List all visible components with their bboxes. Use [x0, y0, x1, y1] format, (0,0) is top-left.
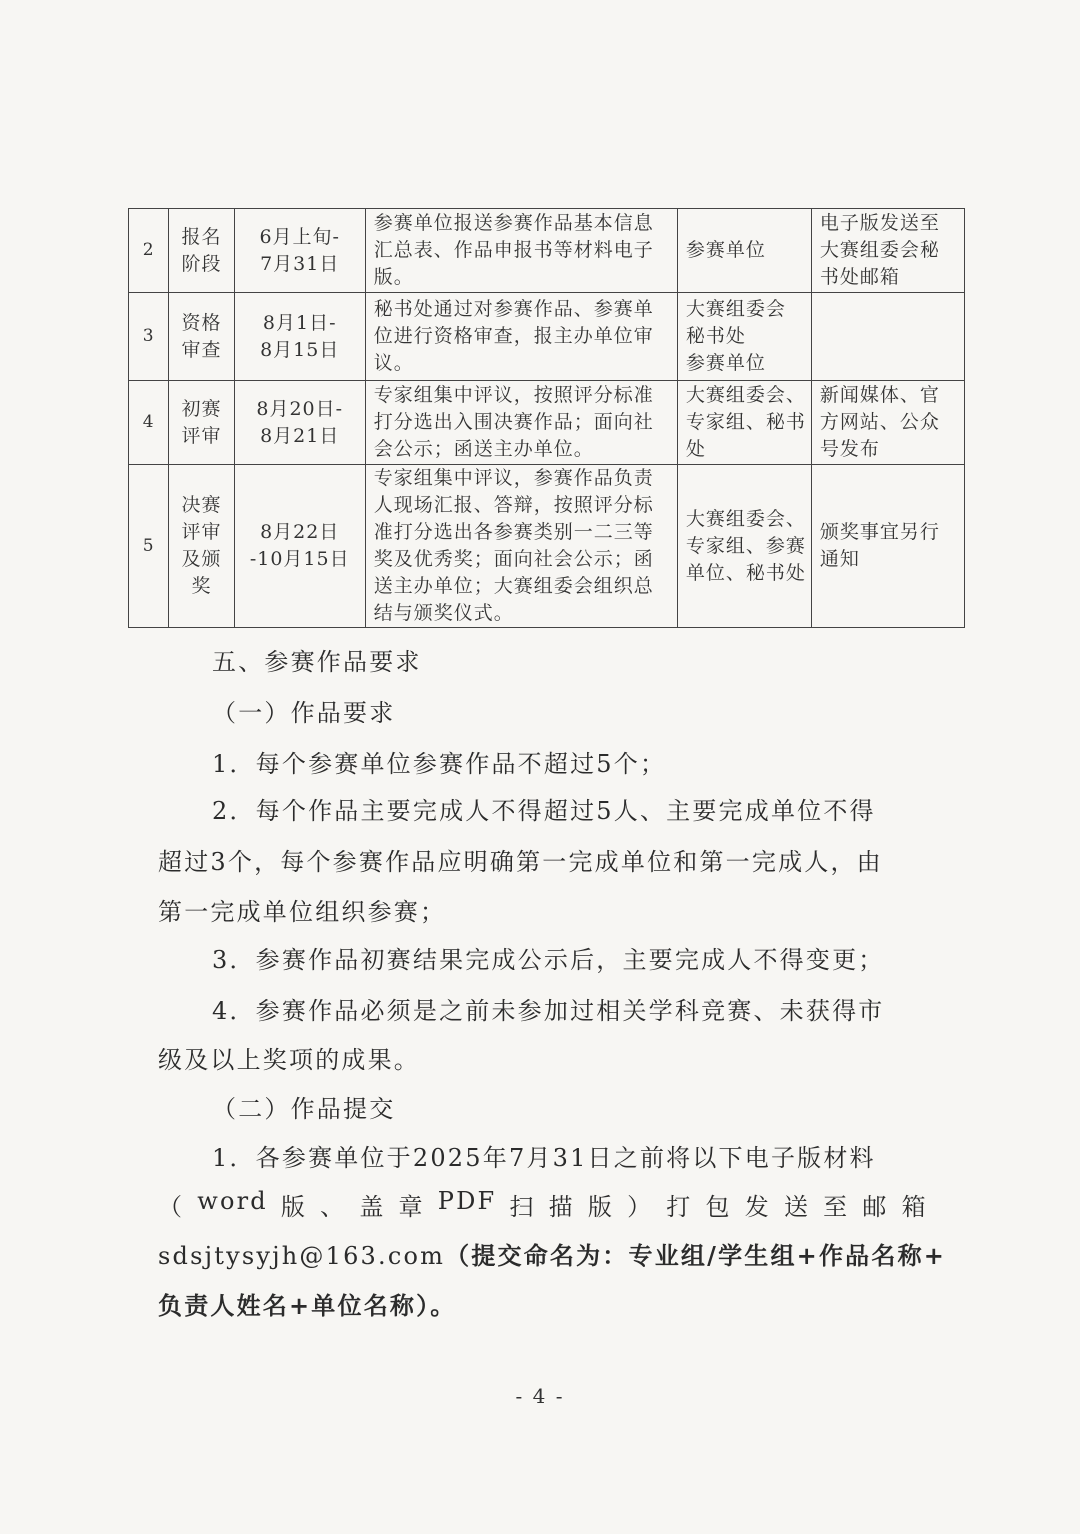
spread-word: 描 — [548, 1193, 575, 1221]
spread-word: 扫 — [509, 1193, 536, 1221]
submission-item-1-line-1: 1．各参赛单位于2025年7月31日之前将以下电子版材料 — [212, 1144, 876, 1172]
stage-time-cell — [234, 465, 365, 628]
stage-content-line: 会公示；函送主办单位。 — [373, 438, 594, 460]
stage-name-line: 报名 — [181, 225, 222, 248]
requirement-item-4-line-1: 4．参赛作品必须是之前未参加过相关学科竞赛、未获得市 — [212, 997, 885, 1025]
subsection-2-heading: （二）作品提交 — [212, 1095, 396, 1123]
stage-content-line: 打分选出入围决赛作品；面向社 — [373, 411, 654, 433]
stage-name-line: 审查 — [181, 338, 222, 361]
stage-name-line: 初赛 — [181, 397, 222, 420]
spread-word: 包 — [705, 1193, 732, 1221]
stage-name-line: 及颁 — [181, 548, 222, 570]
stage-content-line: 议。 — [373, 352, 414, 374]
spread-word: 至 — [823, 1193, 850, 1221]
stage-remark-line: 方网站、公众 — [819, 411, 940, 433]
stage-remark-line: 新闻媒体、官 — [819, 384, 940, 406]
stage-name-line: 决赛 — [181, 494, 222, 516]
spread-word: 版 — [587, 1193, 615, 1221]
table-row — [129, 381, 965, 465]
stage-party-cell — [677, 209, 811, 293]
table-row — [129, 209, 965, 293]
stage-content-line: 位进行资格审查，报主办单位审 — [373, 325, 654, 347]
stage-content-line: 准打分选出各参赛类别一二三等 — [373, 521, 654, 543]
spread-word: 版 — [280, 1193, 308, 1221]
stage-party-line: 大赛组委会、 — [685, 384, 806, 406]
submission-item-1-line-2 — [158, 1187, 928, 1222]
stage-time-line: 8月22日 — [260, 521, 340, 543]
stage-content-line: 汇总表、作品申报书等材料电子 — [373, 239, 654, 261]
stage-name-cell — [169, 465, 234, 628]
stage-number-cell: 2 — [129, 209, 169, 293]
table-row — [129, 465, 965, 628]
stage-time-line: 7月31日 — [260, 252, 340, 275]
stage-time-cell — [234, 381, 365, 465]
spread-word: 发 — [744, 1193, 771, 1221]
spread-word: word — [197, 1187, 268, 1215]
stage-content-line: 秘书处通过对参赛作品、参赛单 — [373, 298, 654, 320]
stage-remark-line: 电子版发送至 — [819, 212, 940, 234]
stage-name-cell — [169, 209, 234, 293]
stage-remark-cell — [811, 293, 964, 381]
stage-name-line: 资格 — [181, 311, 222, 334]
stage-party-line: 专家组、参赛 — [685, 534, 806, 557]
stage-party-line: 处 — [685, 438, 706, 460]
stage-time-line: 8月21日 — [260, 424, 340, 447]
stage-time-line: 6月上旬- — [259, 225, 340, 248]
stage-party-cell — [677, 381, 811, 465]
stage-time-line: 8月1日- — [262, 311, 337, 334]
stage-party-cell — [677, 293, 811, 381]
stage-name-line: 评审 — [181, 521, 222, 543]
stage-remark-cell — [811, 465, 964, 628]
stage-time-line: 8月15日 — [260, 338, 340, 361]
stage-party-line: 大赛组委会、 — [685, 507, 806, 530]
spread-word: 打 — [666, 1193, 693, 1221]
spread-word: 送 — [783, 1193, 811, 1221]
stage-name-cell — [169, 381, 234, 465]
subsection-1-heading: （一）作品要求 — [212, 699, 396, 727]
stage-name-line: 阶段 — [181, 252, 222, 275]
requirement-item-2-line-1: 2．每个作品主要完成人不得超过5人、主要完成单位不得 — [212, 797, 876, 825]
stage-number-cell: 5 — [129, 465, 169, 628]
requirement-item-2-line-2: 超过3个，每个参赛作品应明确第一完成单位和第一完成人，由 — [158, 848, 883, 876]
schedule-table — [128, 208, 965, 628]
spread-word: ） — [627, 1193, 654, 1221]
stage-remark-line: 通知 — [819, 548, 860, 570]
page-number: - 4 - — [515, 1384, 565, 1408]
spread-word: PDF — [437, 1187, 497, 1215]
stage-party-cell — [677, 465, 811, 628]
stage-content-cell — [365, 209, 677, 293]
stage-remark-line: 颁奖事宜另行 — [819, 521, 940, 543]
requirement-item-4-line-2: 级及以上奖项的成果。 — [158, 1046, 420, 1074]
stage-content-line: 奖及优秀奖；面向社会公示；函 — [373, 548, 654, 570]
stage-content-line: 人现场汇报、答辩，按照评分标 — [373, 494, 654, 516]
stage-time-line: 8月20日- — [256, 397, 344, 420]
requirement-item-1: 1．每个参赛单位参赛作品不超过5个； — [212, 750, 667, 778]
stage-time-cell — [234, 209, 365, 293]
submission-email: sdsjtysyjh@163.com — [158, 1242, 446, 1270]
stage-remark-line: 书处邮箱 — [819, 266, 900, 288]
stage-name-line: 奖 — [191, 575, 212, 597]
schedule-table-body — [129, 209, 965, 628]
spread-word: 邮 — [862, 1193, 889, 1221]
submission-naming-rule-part-1: （提交命名为：专业组/学生组+作品名称+ — [445, 1241, 947, 1270]
requirement-item-2-line-3: 第一完成单位组织参赛； — [158, 898, 447, 926]
table-row — [129, 293, 965, 381]
stage-number-cell: 3 — [129, 293, 169, 381]
spread-word: 章 — [398, 1193, 425, 1221]
stage-content-cell — [365, 465, 677, 628]
requirement-item-3: 3．参赛作品初赛结果完成公示后，主要完成人不得变更； — [212, 946, 885, 974]
stage-content-line: 专家组集中评议，参赛作品负责 — [373, 467, 654, 489]
stage-content-line: 送主办单位；大赛组委会组织总 — [373, 575, 654, 597]
stage-party-line: 专家组、秘书 — [685, 411, 806, 433]
stage-party-line: 参赛单位 — [685, 239, 766, 261]
stage-remark-cell — [811, 381, 964, 465]
spread-word: 、 — [320, 1193, 347, 1221]
stage-remark-line: 号发布 — [819, 438, 880, 460]
stage-party-line: 参赛单位 — [685, 352, 766, 374]
stage-party-line: 大赛组委会 — [685, 298, 786, 320]
submission-naming-rule-part-2: 负责人姓名+单位名称）。 — [158, 1291, 457, 1320]
spread-word: 盖 — [359, 1193, 386, 1221]
stage-remark-line: 大赛组委会秘 — [819, 239, 940, 261]
stage-content-cell — [365, 381, 677, 465]
stage-content-line: 专家组集中评议，按照评分标准 — [373, 384, 654, 406]
stage-number-cell: 4 — [129, 381, 169, 465]
stage-name-cell — [169, 293, 234, 381]
stage-party-line: 秘书处 — [685, 325, 746, 347]
submission-item-1-line-3 — [158, 1236, 947, 1271]
stage-content-cell — [365, 293, 677, 381]
stage-name-line: 评审 — [181, 424, 222, 447]
stage-time-cell — [234, 293, 365, 381]
stage-remark-cell — [811, 209, 964, 293]
stage-content-line: 参赛单位报送参赛作品基本信息 — [373, 212, 654, 234]
stage-content-line: 版。 — [373, 266, 414, 288]
spread-word: 箱 — [901, 1193, 928, 1221]
stage-time-line: -10月15日 — [249, 548, 350, 570]
stage-content-line: 结与颁奖仪式。 — [373, 602, 514, 624]
stage-party-line: 单位、秘书处 — [685, 561, 806, 584]
section-5-heading: 五、参赛作品要求 — [212, 648, 422, 676]
spread-word: （ — [158, 1193, 185, 1221]
